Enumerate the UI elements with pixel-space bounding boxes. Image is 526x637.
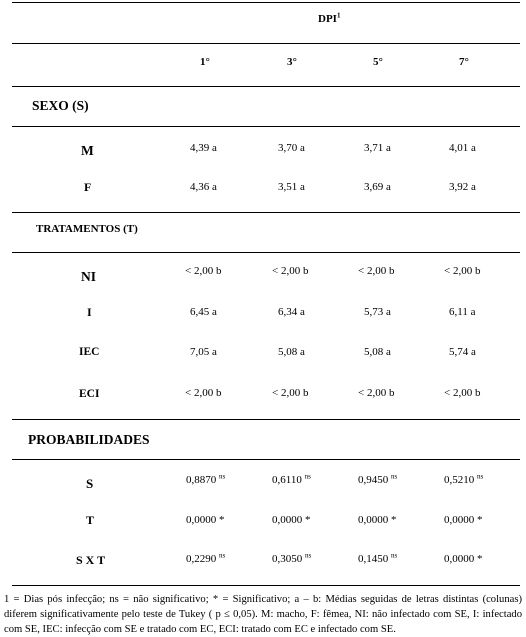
cell-t-1: 0,0000 * — [186, 514, 225, 526]
column-header-3: 5° — [373, 56, 383, 68]
cell-sxt-3 — [358, 553, 397, 565]
cell-s-3 — [358, 474, 397, 486]
column-group-superscript: 1 — [336, 11, 341, 20]
cell-s-4 — [444, 474, 483, 486]
section-title-sexo: SEXO (S) — [32, 98, 89, 113]
cell-iec-4: 5,74 a — [449, 346, 476, 358]
cell-s-4-mark: ns — [477, 472, 484, 481]
cell-s-3-mark: ns — [391, 472, 398, 481]
cell-f-1: 4,36 a — [190, 181, 217, 193]
rule-under-columns — [12, 86, 520, 87]
cell-s-2-value: 0,6110 — [272, 474, 302, 486]
column-header-1: 1° — [200, 56, 210, 68]
cell-sxt-2-value: 0,3050 — [272, 553, 303, 565]
cell-s-1-mark: ns — [219, 472, 226, 481]
cell-ni-4: < 2,00 b — [444, 265, 481, 277]
cell-s-1-value: 0,8870 — [186, 474, 217, 486]
cell-s-4-value: 0,5210 — [444, 474, 475, 486]
cell-sxt-4: 0,0000 * — [444, 553, 483, 565]
cell-sxt-1-mark: ns — [219, 551, 226, 560]
cell-sxt-1-value: 0,2290 — [186, 553, 217, 565]
cell-ni-2: < 2,00 b — [272, 265, 309, 277]
cell-eci-3: < 2,00 b — [358, 387, 395, 399]
rule-under-sexo-title — [12, 126, 520, 127]
cell-i-3: 5,73 a — [364, 306, 391, 318]
cell-iec-2: 5,08 a — [278, 346, 305, 358]
rule-under-probabilidades-title — [12, 459, 520, 460]
row-label-m: M — [81, 143, 94, 158]
row-label-eci: ECI — [79, 388, 100, 400]
column-group-label: DPI — [318, 13, 337, 25]
cell-m-1: 4,39 a — [190, 142, 217, 154]
row-label-i: I — [87, 305, 92, 319]
cell-iec-1: 7,05 a — [190, 346, 217, 358]
rule-under-tratamentos-rows — [12, 419, 520, 420]
cell-eci-1: < 2,00 b — [185, 387, 222, 399]
cell-m-3: 3,71 a — [364, 142, 391, 154]
cell-i-4: 6,11 a — [449, 306, 476, 318]
cell-sxt-3-value: 0,1450 — [358, 553, 389, 565]
column-group-header — [318, 13, 340, 25]
cell-m-2: 3,70 a — [278, 142, 305, 154]
row-label-iec: IEC — [79, 346, 100, 358]
cell-s-3-value: 0,9450 — [358, 474, 389, 486]
cell-sxt-2 — [272, 553, 311, 565]
cell-sxt-1 — [186, 553, 225, 565]
cell-s-1 — [186, 474, 225, 486]
cell-sxt-2-mark: ns — [305, 551, 312, 560]
cell-iec-3: 5,08 a — [364, 346, 391, 358]
rule-under-group-header — [12, 43, 520, 44]
cell-t-2: 0,0000 * — [272, 514, 311, 526]
column-header-2: 3° — [287, 56, 297, 68]
cell-ni-1: < 2,00 b — [185, 265, 222, 277]
section-title-probabilidades: PROBABILIDADES — [28, 432, 150, 447]
cell-i-2: 6,34 a — [278, 306, 305, 318]
cell-ni-3: < 2,00 b — [358, 265, 395, 277]
cell-eci-4: < 2,00 b — [444, 387, 481, 399]
row-label-f: F — [84, 180, 92, 194]
cell-f-2: 3,51 a — [278, 181, 305, 193]
row-label-sxt: S X T — [76, 553, 106, 567]
cell-eci-2: < 2,00 b — [272, 387, 309, 399]
cell-f-4: 3,92 a — [449, 181, 476, 193]
row-label-t: T — [86, 513, 95, 527]
row-label-s: S — [86, 476, 94, 491]
cell-f-3: 3,69 a — [364, 181, 391, 193]
column-header-4: 7° — [459, 56, 469, 68]
cell-i-1: 6,45 a — [190, 306, 217, 318]
rule-under-tratamentos-title — [12, 252, 520, 253]
table-footnote: 1 = Dias pós infecção; ns = não significativo; * = Significativo; a – b: Médias seguidas de letras distintas (colunas) diferem significativamente pelo teste de Tukey ( p ≤ 0,05). M: macho, F: fêmea, NI: não infectado com SE, I: infectado com SE, IEC: infecção com SE e tratado com EC, ECI: tratado com EC e infectado com SE. — [4, 594, 522, 635]
section-title-tratamentos: TRATAMENTOS (T) — [36, 223, 138, 235]
cell-t-4: 0,0000 * — [444, 514, 483, 526]
cell-s-2-mark: ns — [304, 472, 311, 481]
rule-under-sexo-rows — [12, 212, 520, 213]
cell-t-3: 0,0000 * — [358, 514, 397, 526]
cell-sxt-3-mark: ns — [391, 551, 398, 560]
row-label-ni: NI — [81, 269, 97, 284]
rule-top — [12, 2, 520, 3]
rule-bottom — [12, 585, 520, 586]
cell-s-2 — [272, 474, 311, 486]
cell-m-4: 4,01 a — [449, 142, 476, 154]
